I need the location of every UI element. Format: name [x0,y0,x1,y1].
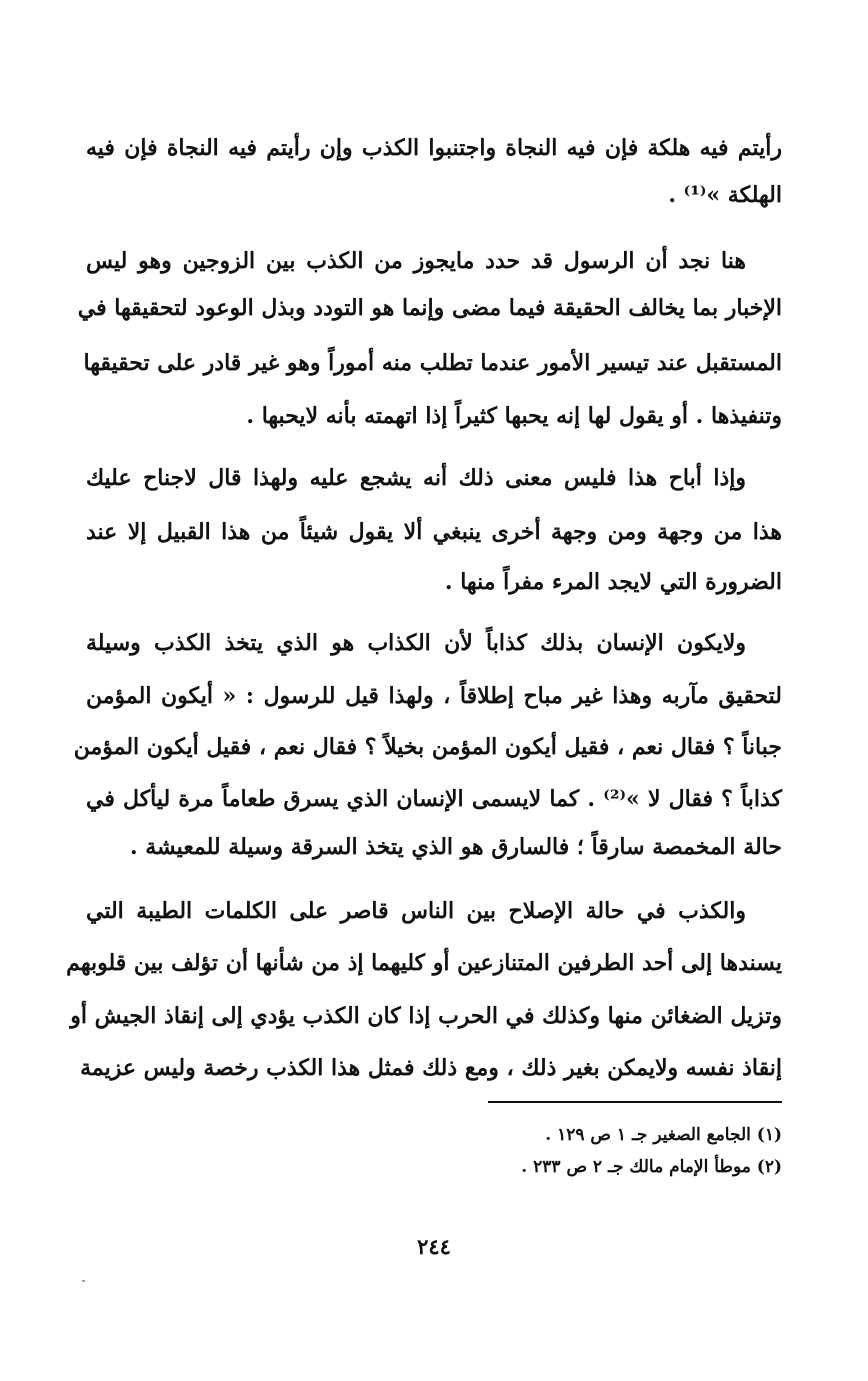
text-line: والكذب في حالة الإصلاح بين الناس قاصر على الكلمات الطيبة التي [86,898,746,924]
footnote: (٢) موطأ الإمام مالك جـ ٢ ص ٢٣٣ . [521,1157,782,1177]
text-line: هذا من وجهة ومن وجهة أخرى ينبغي ألا يقول شيئاً من هذا القبيل إلا عند [86,519,782,545]
text-line: جباناً ؟ فقال نعم ، فقيل أيكون المؤمن بخيلاً ؟ فقال نعم ، فقيل أيكون المؤمن [73,734,782,760]
text-line: وتنفيذها . أو يقول لها إنه يحبها كثيراً إذا اتهمته بأنه لايحبها . [246,403,782,429]
page-number: ٢٤٤ [417,1234,451,1259]
text-line: ولايكون الإنسان بذلك كذاباً لأن الكذاب هو الذي يتخذ الكذب وسيلة [86,630,746,656]
text-line: وتزيل الضغائن منها وكذلك في الحرب إذا كان الكذب يؤدي إلى إنقاذ الجيش أو [70,1003,782,1029]
text-line: رأيتم فيه هلكة فإن فيه النجاة واجتنبوا الكذب وإن رأيتم فيه النجاة فإن فيه [86,135,782,161]
text-line: حالة المخمصة سارقاً ؛ فالسارق هو الذي يتخذ السرقة وسيلة للمعيشة . [129,834,782,860]
text-line: الإخبار بما يخالف الحقيقة فيما مضى وإنما هو التودد وبذل الوعود لتحقيقها في [77,295,782,321]
text-line: الهلكة »⁽¹⁾ . [668,182,782,208]
text-line: الضرورة التي لايجد المرء مفراً منها . [444,569,782,595]
text-line: هنا نجد أن الرسول قد حدد مايجوز من الكذب بين الزوجين وهو ليس [86,248,746,274]
text-line: وإذا أباح هذا فليس معنى ذلك أنه يشجع عليه ولهذا قال لاجناح عليك [86,465,746,491]
text-line: يسندها إلى أحد الطرفين المتنازعين أو كليهما إذ من شأنها أن تؤلف بين قلوبهم [66,950,782,976]
text-line: المستقبل عند تيسير الأمور عندما تطلب منه أموراً وهو غير قادر على تحقيقها [83,350,782,376]
text-line: لتحقيق مآربه وهذا غير مباح إطلاقاً ، ولهذا قيل للرسول : « أيكون المؤمن [86,683,782,709]
scan-speck [82,1280,85,1282]
text-line: كذاباً ؟ فقال لا »⁽²⁾ . كما لايسمى الإنسان الذي يسرق طعاماً مرة ليأكل في [86,786,782,812]
footnote: (١) الجامع الصغير جـ ١ ص ١٢٩ . [545,1125,782,1145]
footnote-separator [488,1101,782,1103]
text-line: إنقاذ نفسه ولايمكن بغير ذلك ، ومع ذلك فمثل هذا الكذب رخصة وليس عزيمة [80,1055,782,1081]
